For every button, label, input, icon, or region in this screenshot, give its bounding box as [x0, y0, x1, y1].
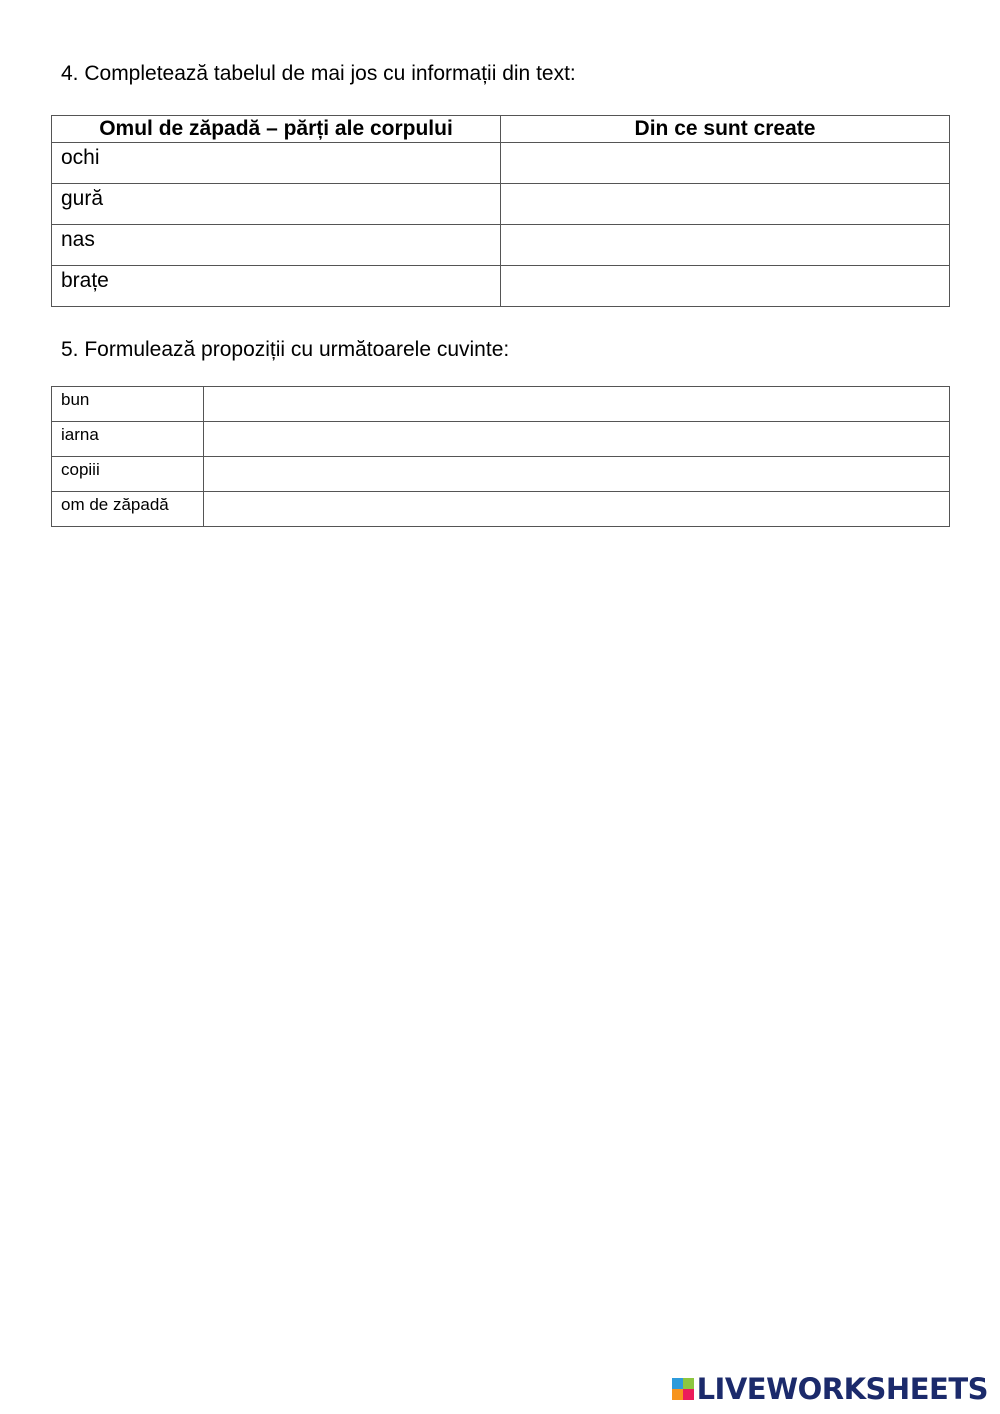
body-part-label: gură: [61, 187, 104, 210]
body-part-cell: [52, 184, 501, 225]
answer-cell[interactable]: [501, 266, 950, 307]
body-parts-table: [51, 115, 950, 307]
sentence-cell[interactable]: [204, 492, 950, 527]
table-row: [52, 266, 950, 307]
sentence-cell[interactable]: [204, 422, 950, 457]
table-row: [52, 184, 950, 225]
sentence-field[interactable]: [204, 492, 949, 494]
answer-field[interactable]: [501, 266, 949, 268]
word-label: om de zăpadă: [61, 495, 169, 514]
word-cell: [52, 387, 204, 422]
word-label: iarna: [61, 425, 99, 444]
sentence-cell[interactable]: [204, 457, 950, 492]
liveworksheets-logo-icon: [672, 1378, 694, 1400]
answer-field[interactable]: [501, 184, 949, 186]
table-row: [52, 457, 950, 492]
table-row: [52, 225, 950, 266]
word-cell: [52, 422, 204, 457]
body-part-cell: [52, 143, 501, 184]
sentence-field[interactable]: [204, 457, 949, 459]
table-row: [52, 422, 950, 457]
word-label: bun: [61, 390, 90, 409]
sentence-field[interactable]: [204, 387, 949, 389]
answer-cell[interactable]: [501, 143, 950, 184]
answer-cell[interactable]: [501, 225, 950, 266]
exercise-5-heading: 5. Formulează propoziții cu următoarele cuvinte:: [61, 338, 510, 361]
word-cell: [52, 457, 204, 492]
answer-field[interactable]: [501, 225, 949, 227]
table-row: [52, 387, 950, 422]
logo-text: LIVEWORKSHEETS: [696, 1372, 988, 1406]
body-part-label: ochi: [61, 146, 100, 169]
liveworksheets-logo: [672, 1374, 988, 1404]
sentence-field[interactable]: [204, 422, 949, 424]
table-row: [52, 492, 950, 527]
exercise-4-heading: 4. Completează tabelul de mai jos cu informații din text:: [61, 62, 576, 85]
sentences-table: [51, 386, 950, 527]
table-row: [52, 143, 950, 184]
answer-field[interactable]: [501, 143, 949, 145]
sentence-cell[interactable]: [204, 387, 950, 422]
answer-cell[interactable]: [501, 184, 950, 225]
column-header-body-parts: Omul de zăpadă – părți ale corpului: [52, 116, 501, 143]
word-label: copiii: [61, 460, 100, 479]
word-cell: [52, 492, 204, 527]
body-part-cell: [52, 266, 501, 307]
body-part-label: nas: [61, 228, 95, 251]
body-part-cell: [52, 225, 501, 266]
table-header-row: [52, 116, 950, 143]
body-part-label: brațe: [61, 269, 109, 292]
column-header-made-of: Din ce sunt create: [501, 116, 950, 143]
